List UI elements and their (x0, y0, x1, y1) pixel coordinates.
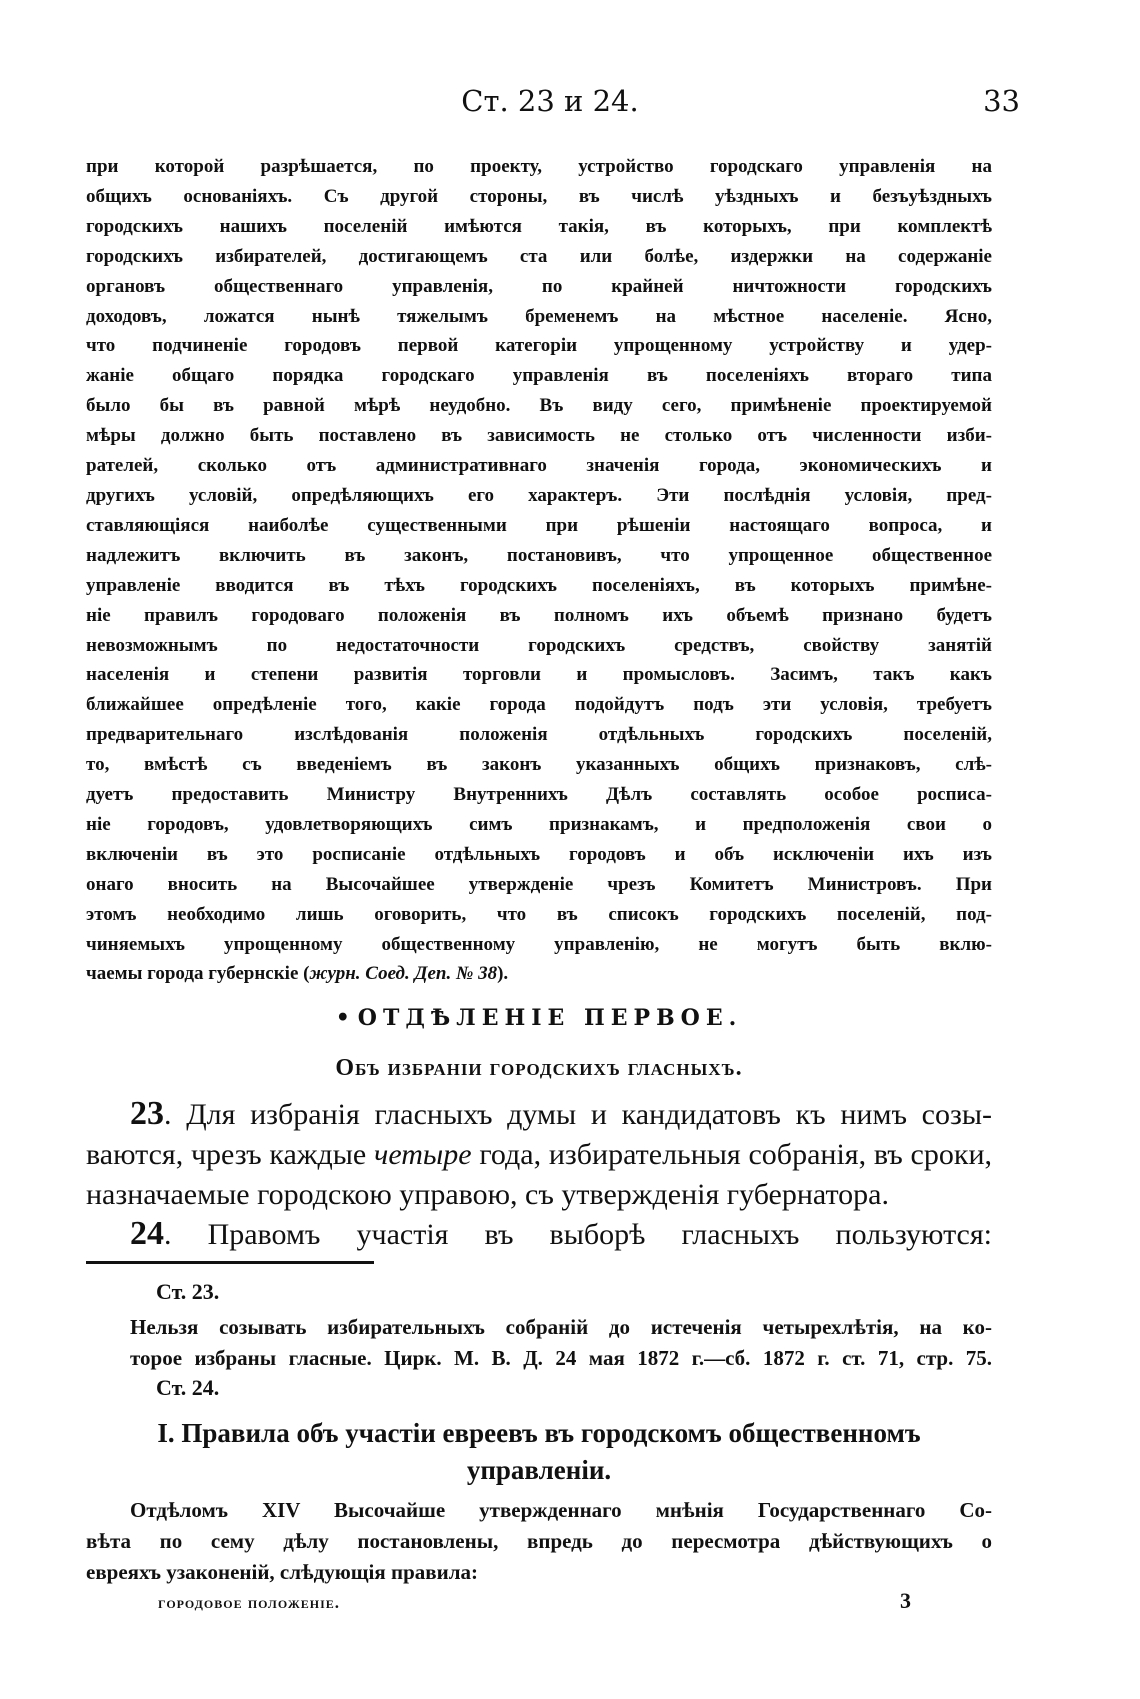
text-line: невозможнымъ по недостаточности городскихъ средствъ, свойству занятій (86, 634, 992, 656)
text-fragment: чаемы города губернскіе ( (86, 963, 310, 985)
rules-title-line: управленіи. (466, 1455, 612, 1485)
text-line: рателей, сколько отъ административнаго значенія города, экономическихъ и (86, 455, 992, 477)
signature-mark: городовое положеніе. (158, 1593, 341, 1612)
article-text: . Для избранія гласныхъ думы и кандидатовъ къ нимъ созы- (164, 1098, 992, 1131)
article-text: года, избирательныя собранія, въ сроки, (471, 1138, 992, 1171)
section-subtitle: Объ избраніи городскихъ гласныхъ. (335, 1055, 743, 1081)
text-line: Отдѣломъ XIV Высочайше утвержденнаго мнѣнія Государственнаго Со- (130, 1498, 992, 1522)
rules-paragraph (86, 1495, 992, 1588)
text-line: управленіе вводится въ тѣхъ городскихъ поселеніяхъ, въ которыхъ примѣне- (86, 574, 992, 596)
sheet-number: 3 (900, 1588, 911, 1613)
text-line: другихъ условій, опредѣляющихъ его характеръ. Эти послѣднія условія, пред- (86, 484, 992, 506)
note-article-23-text (130, 1312, 992, 1374)
rules-title-line: I. Правила объ участіи евреевъ въ городскомъ общественномъ (157, 1418, 921, 1448)
text-line: евреяхъ узаконеній, слѣдующія правила: (86, 1560, 478, 1584)
article-emphasis: четыре (374, 1138, 472, 1171)
text-line-last (86, 959, 992, 989)
text-line: что подчиненіе городовъ первой категоріи упрощенному устройству и удер- (86, 335, 992, 357)
text-fragment: ). (497, 963, 509, 985)
rules-title (86, 1415, 992, 1489)
note-line: торое избраны гласные. Цирк. М. В. Д. 24 мая 1872 г.—сб. 1872 г. ст. 71, стр. 75. (130, 1346, 992, 1370)
article-24 (86, 1214, 992, 1255)
article-text: ваются, чрезъ каждые (86, 1138, 375, 1171)
text-line: населенія и степени развитія торговли и промысловъ. Засимъ, такъ какъ (86, 664, 992, 686)
text-line: чиняемыхъ упрощенному общественному управленію, не могутъ быть вклю- (86, 933, 992, 955)
text-line: мѣры должно быть поставлено въ зависимость не столько отъ численности изби- (86, 425, 992, 447)
article-line (86, 1135, 992, 1175)
text-line: доходовъ, ложатся нынѣ тяжелымъ бременемъ на мѣстное населеніе. Ясно, (86, 305, 992, 327)
footnote-divider (86, 1261, 374, 1264)
text-line: органовъ общественнаго управленія, по крайней ничтожности городскихъ (86, 275, 992, 297)
text-line: предварительнаго изслѣдованія положенія отдѣльныхъ городскихъ поселеній, (86, 724, 992, 746)
text-line: жаніе общаго порядка городскаго управленія въ поселеніяхъ втораго типа (86, 365, 992, 387)
text-line: этомъ необходимо лишь оговорить, что въ списокъ городскихъ поселеній, под- (86, 903, 992, 925)
journal-reference: журн. Соед. Деп. № 38 (309, 963, 498, 985)
note-article-24-heading: Ст. 24. (156, 1375, 220, 1400)
article-text: . Правомъ участія въ выборѣ гласныхъ пользуются: (164, 1218, 992, 1251)
article-line (86, 1094, 992, 1135)
bullet-icon: • (335, 1005, 350, 1031)
commentary-paragraph (86, 152, 992, 989)
article-number: 23 (130, 1095, 164, 1132)
text-line: онаго вносить на Высочайшее утвержденіе чрезъ Комитетъ Министровъ. При (86, 873, 992, 895)
text-line: ніе городовъ, удовлетворяющихъ симъ признакамъ, и предположенія свои о (86, 813, 992, 835)
running-header-title: Ст. 23 и 24. (461, 84, 639, 118)
text-line: общихъ основаніяхъ. Съ другой стороны, въ числѣ уѣздныхъ и безъуѣздныхъ (86, 185, 992, 207)
article-number: 24 (130, 1215, 164, 1252)
text-line: ближайшее опредѣленіе того, какіе города подойдутъ подъ эти условія, требуетъ (86, 694, 992, 716)
article-line: назначаемые городскою управою, съ утвержденія губернатора. (86, 1178, 889, 1211)
text-line: включеніи въ это росписаніе отдѣльныхъ городовъ и объ исключеніи ихъ изъ (86, 843, 992, 865)
page-number: 33 (983, 84, 1020, 118)
article-line (86, 1214, 992, 1255)
text-line: при которой разрѣшается, по проекту, устройство городскаго управленія на (86, 156, 992, 177)
note-article-23-heading: Ст. 23. (156, 1279, 220, 1304)
text-line: надлежитъ включить въ законъ, постановивъ, что упрощенное общественное (86, 544, 992, 566)
text-line: то, вмѣстѣ съ введеніемъ въ законъ указанныхъ общихъ признаковъ, слѣ- (86, 754, 992, 776)
section-heading (86, 1005, 992, 1031)
text-line: городскихъ нашихъ поселеній имѣются такія, въ которыхъ, при комплектѣ (86, 215, 992, 237)
text-line: ставляющіяся наиболѣе существенными при рѣшеніи настоящаго вопроса, и (86, 514, 992, 536)
text-line: было бы въ равной мѣрѣ неудобно. Въ виду сего, примѣненіе проектируемой (86, 395, 992, 417)
text-line: дуетъ предоставить Министру Внутреннихъ Дѣлъ составлять особое росписа- (86, 784, 992, 806)
text-line: городскихъ избирателей, достигающемъ ста или болѣе, издержки на содержаніе (86, 245, 992, 267)
article-23 (86, 1094, 992, 1215)
section-title: ОТДѢЛЕНІЕ ПЕРВОЕ. (357, 1005, 743, 1031)
text-line: ніе правилъ городоваго положенія въ полномъ ихъ объемѣ признано будетъ (86, 604, 992, 626)
text-line: вѣта по сему дѣлу постановлены, впредь до пересмотра дѣйствующихъ о (86, 1529, 992, 1553)
note-line: Нельзя созывать избирательныхъ собраній до истеченія четырехлѣтія, на ко- (130, 1315, 992, 1339)
